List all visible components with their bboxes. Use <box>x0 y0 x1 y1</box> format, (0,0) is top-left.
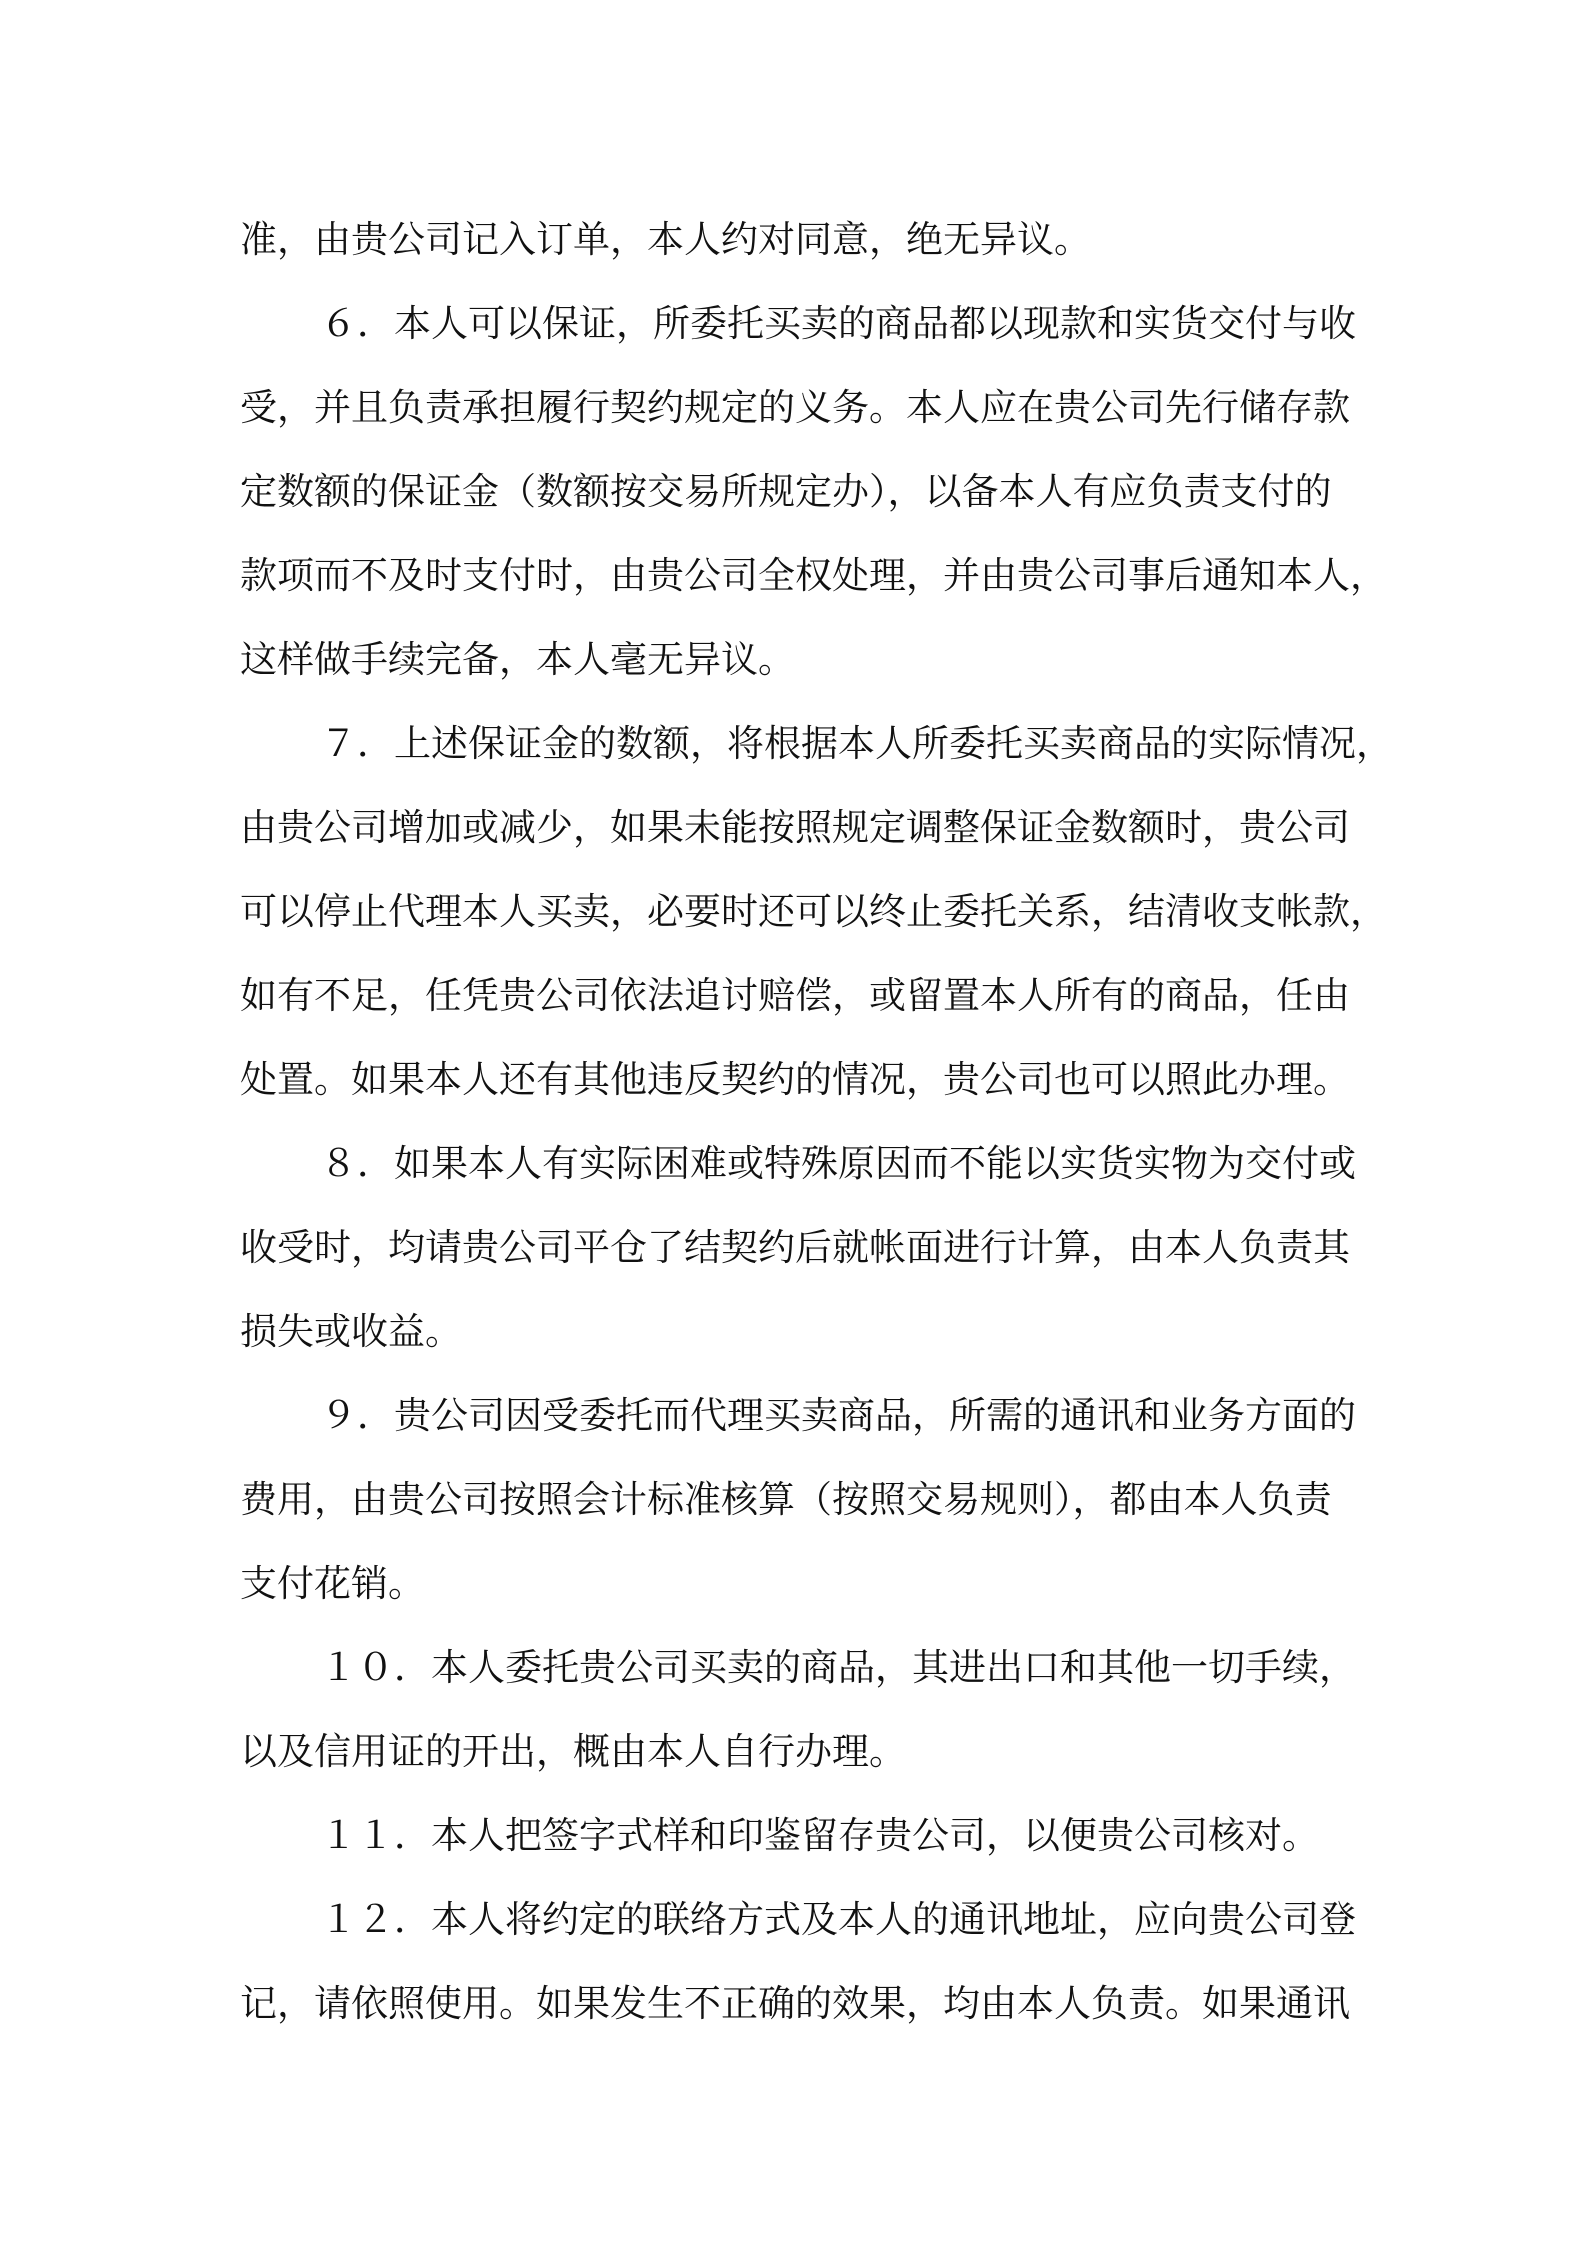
text-line: 准，由贵公司记入订单，本人约对同意，绝无异议。 <box>240 218 1091 261</box>
paragraph-6 <box>240 282 1387 702</box>
text-line: 支付花销。 <box>240 1562 425 1605</box>
text-line: 损失或收益。 <box>240 1310 462 1353</box>
text-line: １２．本人将约定的联络方式及本人的通讯地址，应向贵公司登 <box>320 1898 1356 1941</box>
text-line: 记，请依照使用。如果发生不正确的效果，均由本人负责。如果通讯 <box>240 1982 1350 2025</box>
text-line: 处置。如果本人还有其他违反契约的情况，贵公司也可以照此办理。 <box>240 1058 1350 1101</box>
text-line: ８．如果本人有实际困难或特殊原因而不能以实货实物为交付或 <box>320 1142 1356 1185</box>
document-body <box>240 198 1393 2046</box>
paragraph-9 <box>240 1374 1358 1626</box>
text-line: 款项而不及时支付时，由贵公司全权处理，并由贵公司事后通知本人， <box>240 554 1387 597</box>
text-line: 如有不足，任凭贵公司依法追讨赔偿，或留置本人所有的商品，任由 <box>240 974 1350 1017</box>
paragraph-5-continuation <box>240 198 1358 282</box>
text-line: １１．本人把签字式样和印鉴留存贵公司，以便贵公司核对。 <box>320 1814 1319 1857</box>
paragraph-12 <box>240 1878 1358 2046</box>
text-line: 收受时，均请贵公司平仓了结契约后就帐面进行计算，由本人负责其 <box>240 1226 1350 1269</box>
text-line: ９．贵公司因受委托而代理买卖商品，所需的通讯和业务方面的 <box>320 1394 1356 1437</box>
text-line: ７．上述保证金的数额，将根据本人所委托买卖商品的实际情况， <box>320 722 1393 765</box>
paragraph-11 <box>240 1794 1358 1878</box>
paragraph-8 <box>240 1122 1358 1374</box>
text-line: 费用，由贵公司按照会计标准核算（按照交易规则），都由本人负责 <box>240 1478 1332 1521</box>
paragraph-10 <box>240 1626 1358 1794</box>
text-line: ６．本人可以保证，所委托买卖的商品都以现款和实货交付与收 <box>320 302 1356 345</box>
text-line: 可以停止代理本人买卖，必要时还可以终止委托关系，结清收支帐款， <box>240 890 1387 933</box>
text-line: 以及信用证的开出，概由本人自行办理。 <box>240 1730 906 1773</box>
paragraph-7 <box>240 702 1393 1122</box>
text-line: 这样做手续完备，本人毫无异议。 <box>240 638 795 681</box>
text-line: 定数额的保证金（数额按交易所规定办），以备本人有应负责支付的 <box>240 470 1332 513</box>
text-line: 由贵公司增加或减少，如果未能按照规定调整保证金数额时，贵公司 <box>240 806 1350 849</box>
text-line: 受，并且负责承担履行契约规定的义务。本人应在贵公司先行储存款 <box>240 386 1350 429</box>
text-line: １０．本人委托贵公司买卖的商品，其进出口和其他一切手续， <box>320 1646 1356 1689</box>
